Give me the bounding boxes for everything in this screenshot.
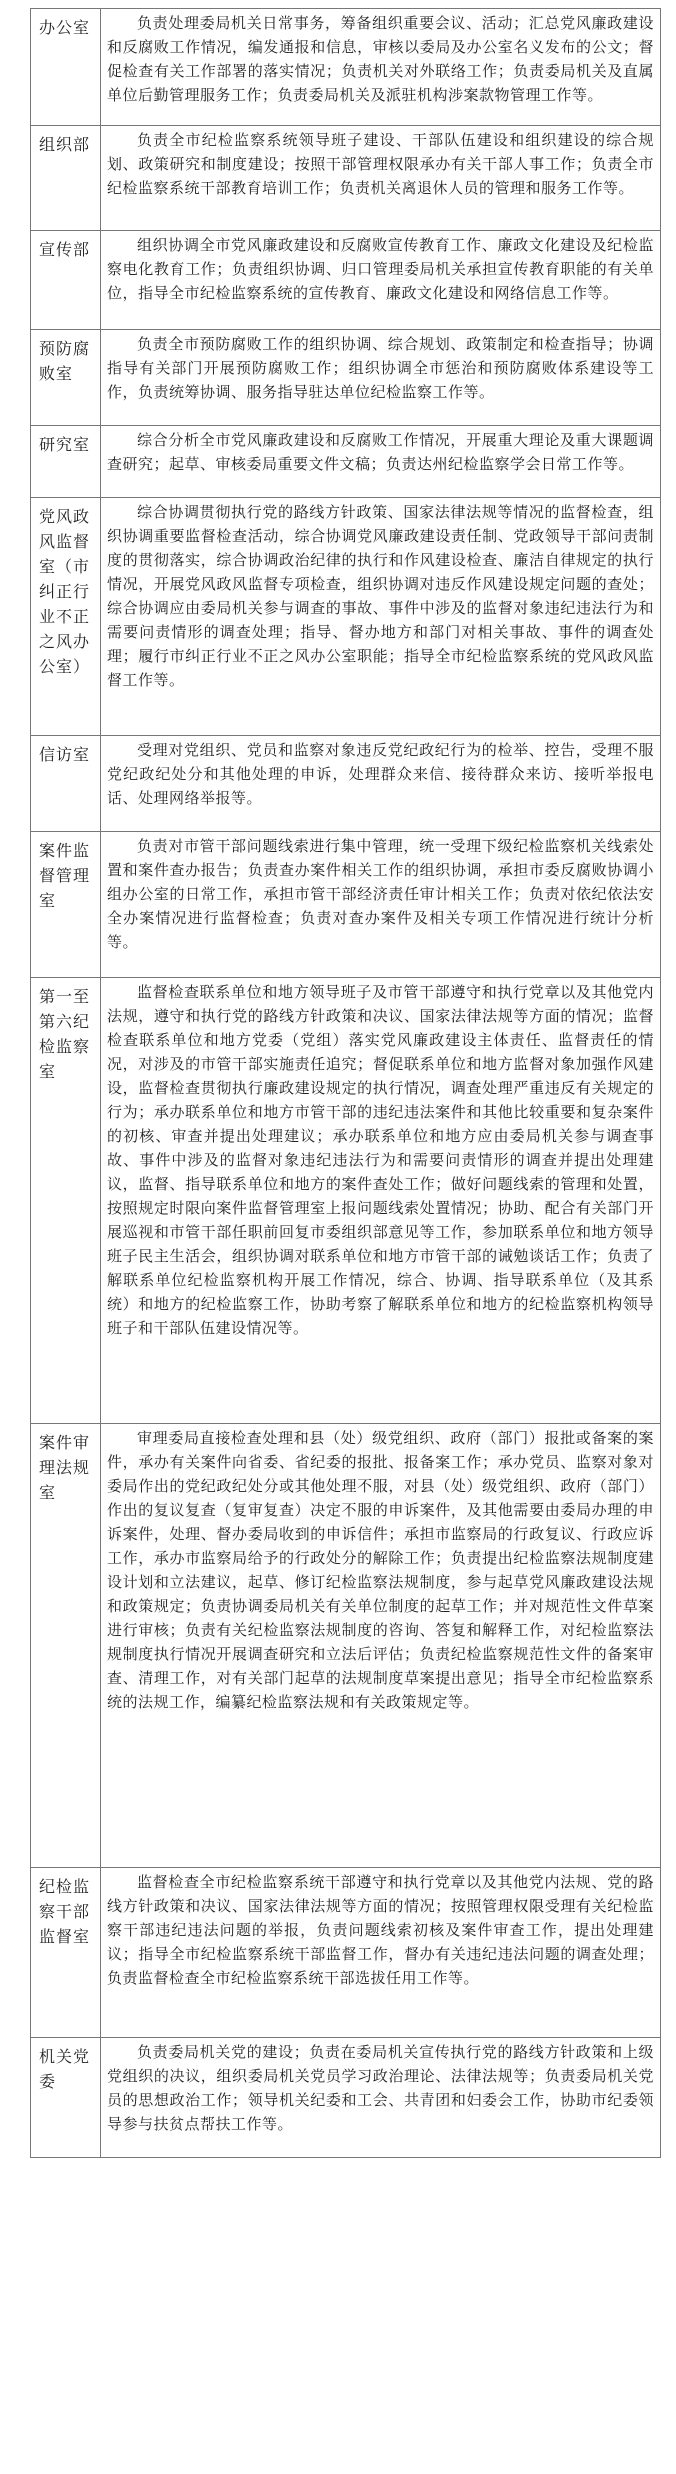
department-name: 信访室	[31, 736, 101, 832]
table-row	[31, 9, 661, 126]
department-duties: 负责全市纪检监察系统领导班子建设、干部队伍建设和组织建设的综合规划、政策研究和制度建设；按照干部管理权限承办有关干部人事工作；负责全市纪检监察系统干部教育培训工作；负责机关离退休人员的管理和服务工作等。	[101, 126, 661, 231]
department-name: 宣传部	[31, 231, 101, 330]
department-duties: 受理对党组织、党员和监察对象违反党纪政纪行为的检举、控告，受理不服党纪政纪处分和其他处理的申诉，处理群众来信、接待群众来访、接听举报电话、处理网络举报等。	[101, 736, 661, 832]
department-name: 研究室	[31, 426, 101, 498]
table-row	[31, 231, 661, 330]
table-row	[31, 832, 661, 978]
department-name: 案件监督管理室	[31, 832, 101, 978]
table-row	[31, 426, 661, 498]
department-name: 第一至第六纪检监察室	[31, 978, 101, 1424]
table-row	[31, 126, 661, 231]
department-duties: 负责处理委局机关日常事务，筹备组织重要会议、活动；汇总党风廉政建设和反腐败工作情况，编发通报和信息，审核以委局及办公室名义发布的公文；督促检查有关工作部署的落实情况；负责机关对外联络工作；负责委局机关及直属单位后勤管理服务工作；负责委局机关及派驻机构涉案款物管理工作等。	[101, 9, 661, 126]
department-name: 办公室	[31, 9, 101, 126]
department-name: 党风政风监督室（市纠正行业不正之风办公室）	[31, 498, 101, 736]
department-name: 纪检监察干部监督室	[31, 1868, 101, 2038]
table-row	[31, 330, 661, 426]
department-duties: 监督检查全市纪检监察系统干部遵守和执行党章以及其他党内法规、党的路线方针政策和决议、国家法律法规等方面的情况；按照管理权限受理有关纪检监察干部违纪违法问题的举报，负责问题线索初核及案件审查工作，提出处理建议；指导全市纪检监察系统干部监督工作，督办有关违纪违法问题的调查处理；负责监督检查全市纪检监察系统干部选拔任用工作等。	[101, 1868, 661, 2038]
department-duties: 负责委局机关党的建设；负责在委局机关宣传执行党的路线方针政策和上级党组织的决议，组织委局机关党员学习政治理论、法律法规等；负责委局机关党员的思想政治工作；领导机关纪委和工会、共青团和妇委会工作，协助市纪委领导参与扶贫点帮扶工作等。	[101, 2038, 661, 2158]
table-row	[31, 736, 661, 832]
table-row	[31, 1424, 661, 1868]
table-row	[31, 2038, 661, 2158]
table-row	[31, 978, 661, 1424]
department-name: 预防腐败室	[31, 330, 101, 426]
department-duties: 审理委局直接检查处理和县（处）级党组织、政府（部门）报批或备案的案件，承办有关案件向省委、省纪委的报批、报备案工作；承办党员、监察对象对委局作出的党纪政纪处分或其他处理不服，对县（处）级党组织、政府（部门）作出的复议复查（复审复查）决定不服的申诉案件，及其他需要由委局办理的申诉案件，处理、督办委局收到的申诉信件；承担市监察局的行政复议、行政应诉工作，承办市监察局给予的行政处分的解除工作；负责提出纪检监察法规制度建设计划和立法建议，起草、修订纪检监察法规制度，参与起草党风廉政建设法规和政策规定；负责协调委局机关有关单位制度的起草工作；并对规范性文件草案进行审核；负责有关纪检监察法规制度的咨询、答复和解释工作，对纪检监察法规制度执行情况开展调查研究和立法后评估；负责纪检监察规范性文件的备案审查、清理工作，对有关部门起草的法规制度草案提出意见；指导全市纪检监察系统的法规工作，编纂纪检监察法规和有关政策规定等。	[101, 1424, 661, 1868]
department-name: 案件审理法规室	[31, 1424, 101, 1868]
department-duties: 综合协调贯彻执行党的路线方针政策、国家法律法规等情况的监督检查，组织协调重要监督检查活动，综合协调党风廉政建设责任制、党政领导干部问责制度的贯彻落实，综合协调政治纪律的执行和作风建设检查、廉洁自律规定的执行情况，开展党风政风监督专项检查，组织协调对违反作风建设规定问题的查处；综合协调应由委局机关参与调查的事故、事件中涉及的监督对象违纪违法行为和需要问责情形的调查处理；指导、督办地方和部门对相关事故、事件的调查处理；履行市纠正行业不正之风办公室职能；指导全市纪检监察系统的党风政风监督工作等。	[101, 498, 661, 736]
department-duties: 负责全市预防腐败工作的组织协调、综合规划、政策制定和检查指导；协调指导有关部门开展预防腐败工作；组织协调全市惩治和预防腐败体系建设等工作，负责统筹协调、服务指导驻达单位纪检监察工作等。	[101, 330, 661, 426]
department-duties: 综合分析全市党风廉政建设和反腐败工作情况，开展重大理论及重大课题调查研究；起草、审核委局重要文件文稿；负责达州纪检监察学会日常工作等。	[101, 426, 661, 498]
duties-table	[30, 8, 661, 2158]
department-name: 机关党委	[31, 2038, 101, 2158]
table-row	[31, 498, 661, 736]
department-duties: 组织协调全市党风廉政建设和反腐败宣传教育工作、廉政文化建设及纪检监察电化教育工作；负责组织协调、归口管理委局机关承担宣传教育职能的有关单位，指导全市纪检监察系统的宣传教育、廉政文化建设和网络信息工作等。	[101, 231, 661, 330]
department-duties: 负责对市管干部问题线索进行集中管理，统一受理下级纪检监察机关线索处置和案件查办报告；负责查办案件相关工作的组织协调，承担市委反腐败协调小组办公室的日常工作，承担市管干部经济责任审计相关工作；负责对依纪依法安全办案情况进行监督检查；负责对查办案件及相关专项工作情况进行统计分析等。	[101, 832, 661, 978]
table-row	[31, 1868, 661, 2038]
department-name: 组织部	[31, 126, 101, 231]
department-duties: 监督检查联系单位和地方领导班子及市管干部遵守和执行党章以及其他党内法规，遵守和执行党的路线方针政策和决议、国家法律法规等方面的情况；监督检查联系单位和地方党委（党组）落实党风廉政建设主体责任、监督责任的情况，对涉及的市管干部实施责任追究；督促联系单位和地方监督对象加强作风建设，监督检查贯彻执行廉政建设规定的执行情况，调查处理严重违反有关规定的行为；承办联系单位和地方市管干部的违纪违法案件和其他比较重要和复杂案件的初核、审查并提出处理建议；承办联系单位和地方应由委局机关参与调查事故、事件中涉及的监督对象违纪违法行为和需要问责情形的调查并提出处理建议，监督、指导联系单位和地方的案件查处工作；做好问题线索的管理和处置，按照规定时限向案件监督管理室上报问题线索处置情况；协助、配合有关部门开展巡视和市管干部任职前回复市委组织部意见等工作，参加联系单位和地方领导班子民主生活会，组织协调对联系单位和地方市管干部的诫勉谈话工作；负责了解联系单位纪检监察机构开展工作情况，综合、协调、指导联系单位（及其系统）和地方的纪检监察工作，协助考察了解联系单位和地方的纪检监察机构领导班子和干部队伍建设情况等。	[101, 978, 661, 1424]
